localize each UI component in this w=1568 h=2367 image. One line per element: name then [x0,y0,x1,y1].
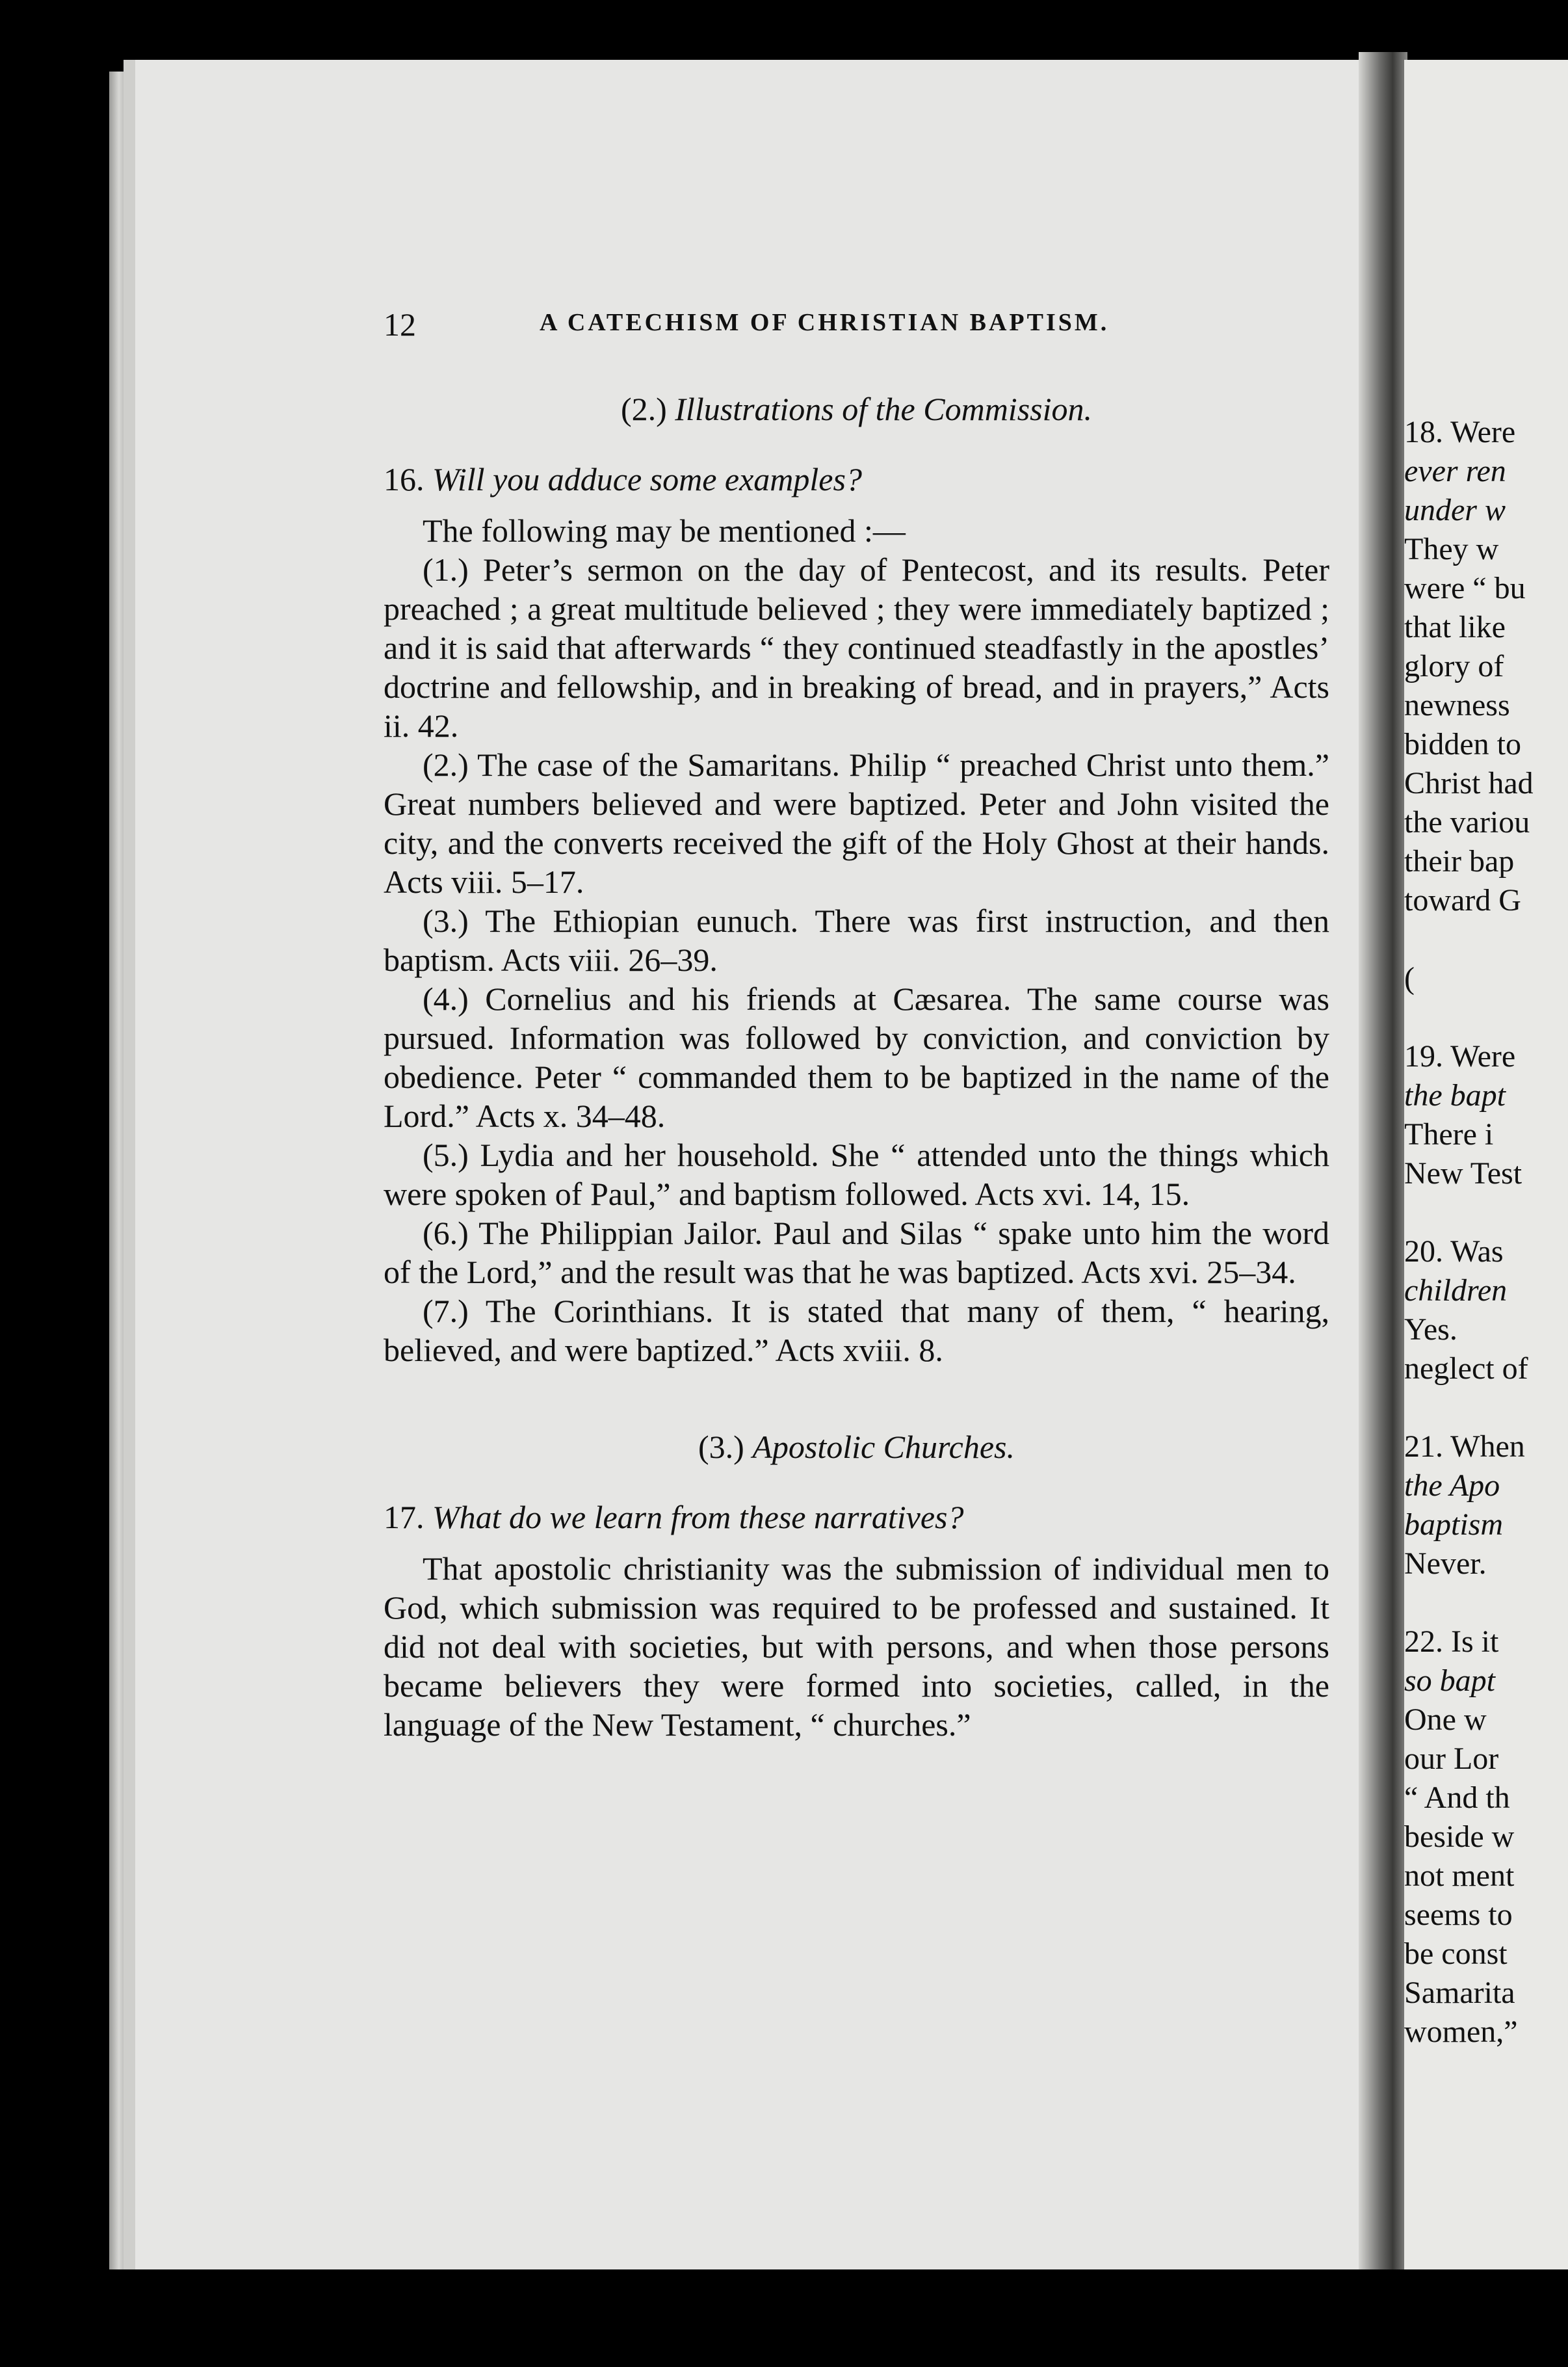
right-line: neglect of [1404,1351,1528,1386]
right-line: Christ had [1404,766,1534,800]
example-item: (4.) Cornelius and his friends at Cæsarea. The same course was pursued. Information was followed by conviction, and conviction by obedience. Peter “ commanded them to be baptized in the name of the Lord.” Acts x. 34–48. [384,981,1329,1134]
book-gutter [1359,52,1407,2289]
right-page-column [1404,413,1568,2052]
question-number: 16. [384,461,425,497]
right-line: 18. Were [1404,415,1516,449]
left-page-content [384,306,1329,1744]
section-heading [384,1428,1329,1466]
right-line: so bapt [1404,1663,1496,1698]
right-line: Yes. [1404,1312,1457,1347]
running-head: A CATECHISM OF CHRISTIAN BAPTISM. [540,309,1110,336]
right-line [1404,920,1568,959]
question-text: What do we learn from these narratives? [432,1499,964,1535]
right-line: were “ bu [1404,571,1526,605]
right-line: the bapt [1404,1078,1506,1113]
right-line: that like [1404,610,1506,644]
answer-intro: The following may be mentioned :— [423,512,906,549]
section-heading-text: Illustrations of the Commission. [675,391,1093,427]
right-line: the variou [1404,805,1530,840]
right-line: Samarita [1404,1976,1515,2010]
right-line: toward G [1404,883,1521,918]
example-item: (6.) The Philippian Jailor. Paul and Silas “ spake unto him the word of the Lord,” and the result was that he was baptized. Acts xvi. 25–34. [384,1215,1329,1290]
right-line: seems to [1404,1898,1513,1932]
right-line: “ And th [1404,1780,1510,1815]
question-16 [384,460,1329,498]
right-line: the Apo [1404,1468,1500,1503]
right-line: 22. Is it [1404,1624,1499,1659]
right-line [1404,1193,1568,1232]
example-item: (7.) The Corinthians. It is stated that many of them, “ hearing, believed, and were baptized.” Acts xviii. 8. [384,1293,1329,1368]
question-text: Will you adduce some examples? [432,461,862,497]
question-number: 17. [384,1499,425,1535]
example-item: (3.) The Ethiopian eunuch. There was first instruction, and then baptism. Acts viii. 26–39. [384,903,1329,978]
right-line: bidden to [1404,727,1521,761]
right-line: 20. Was [1404,1234,1504,1269]
right-line: their bap [1404,844,1515,879]
example-item: (5.) Lydia and her household. She “ attended unto the things which were spoken of Paul,” and baptism followed. Acts xvi. 14, 15. [384,1137,1329,1212]
section-heading [384,390,1329,428]
answer-text: That apostolic christianity was the submission of individual men to God, which submission was required to be professed and sustained. It did not deal with societies, but with persons, and when those persons became believers they were formed into societies, called, in the language of the New Testament, “ churches.” [384,1550,1329,1743]
scan-border-bottom [0,2269,1568,2367]
right-line [1404,1583,1568,1622]
right-line: beside w [1404,1819,1515,1854]
example-item: (1.) Peter’s sermon on the day of Pentecost, and its results. Peter preached ; a great multitude believed ; they were immediately baptized ; and it is said that afterwards “ they continued steadfastly in the apostles’ doctrine and fellowship, and in breaking of bread, and in prayers,” Acts ii. 42. [384,551,1329,744]
right-line: There i [1404,1117,1494,1152]
right-line: 19. Were [1404,1039,1516,1074]
question-17 [384,1498,1329,1536]
right-line: women,” [1404,2015,1518,2049]
right-line: One w [1404,1702,1487,1737]
right-line: ( [1404,961,1415,996]
right-line: glory of [1404,649,1504,683]
right-line [1404,1388,1568,1427]
right-line: New Test [1404,1156,1522,1191]
right-line: be const [1404,1937,1508,1971]
section-heading-num: (3.) [698,1429,744,1465]
example-item: (2.) The case of the Samaritans. Philip “ preached Christ unto them.” Great numbers believed and were baptized. Peter and John visited the city, and the converts received the gift of the Holy Ghost at their hands. Acts viii. 5–17. [384,747,1329,900]
right-line: not ment [1404,1858,1515,1893]
right-line: baptism [1404,1507,1504,1542]
page-header [384,306,1329,345]
right-line: our Lor [1404,1741,1499,1776]
section-heading-num: (2.) [620,391,667,427]
page-number: 12 [384,306,416,343]
right-line: Never. [1404,1546,1487,1581]
section-heading-text: Apostolic Churches. [752,1429,1015,1465]
right-line [1404,998,1568,1037]
right-line: ever ren [1404,454,1506,488]
right-line: 21. When [1404,1429,1525,1464]
right-line: newness [1404,688,1510,722]
right-line: children [1404,1273,1508,1308]
right-line: They w [1404,532,1499,566]
right-line: under w [1404,493,1506,527]
